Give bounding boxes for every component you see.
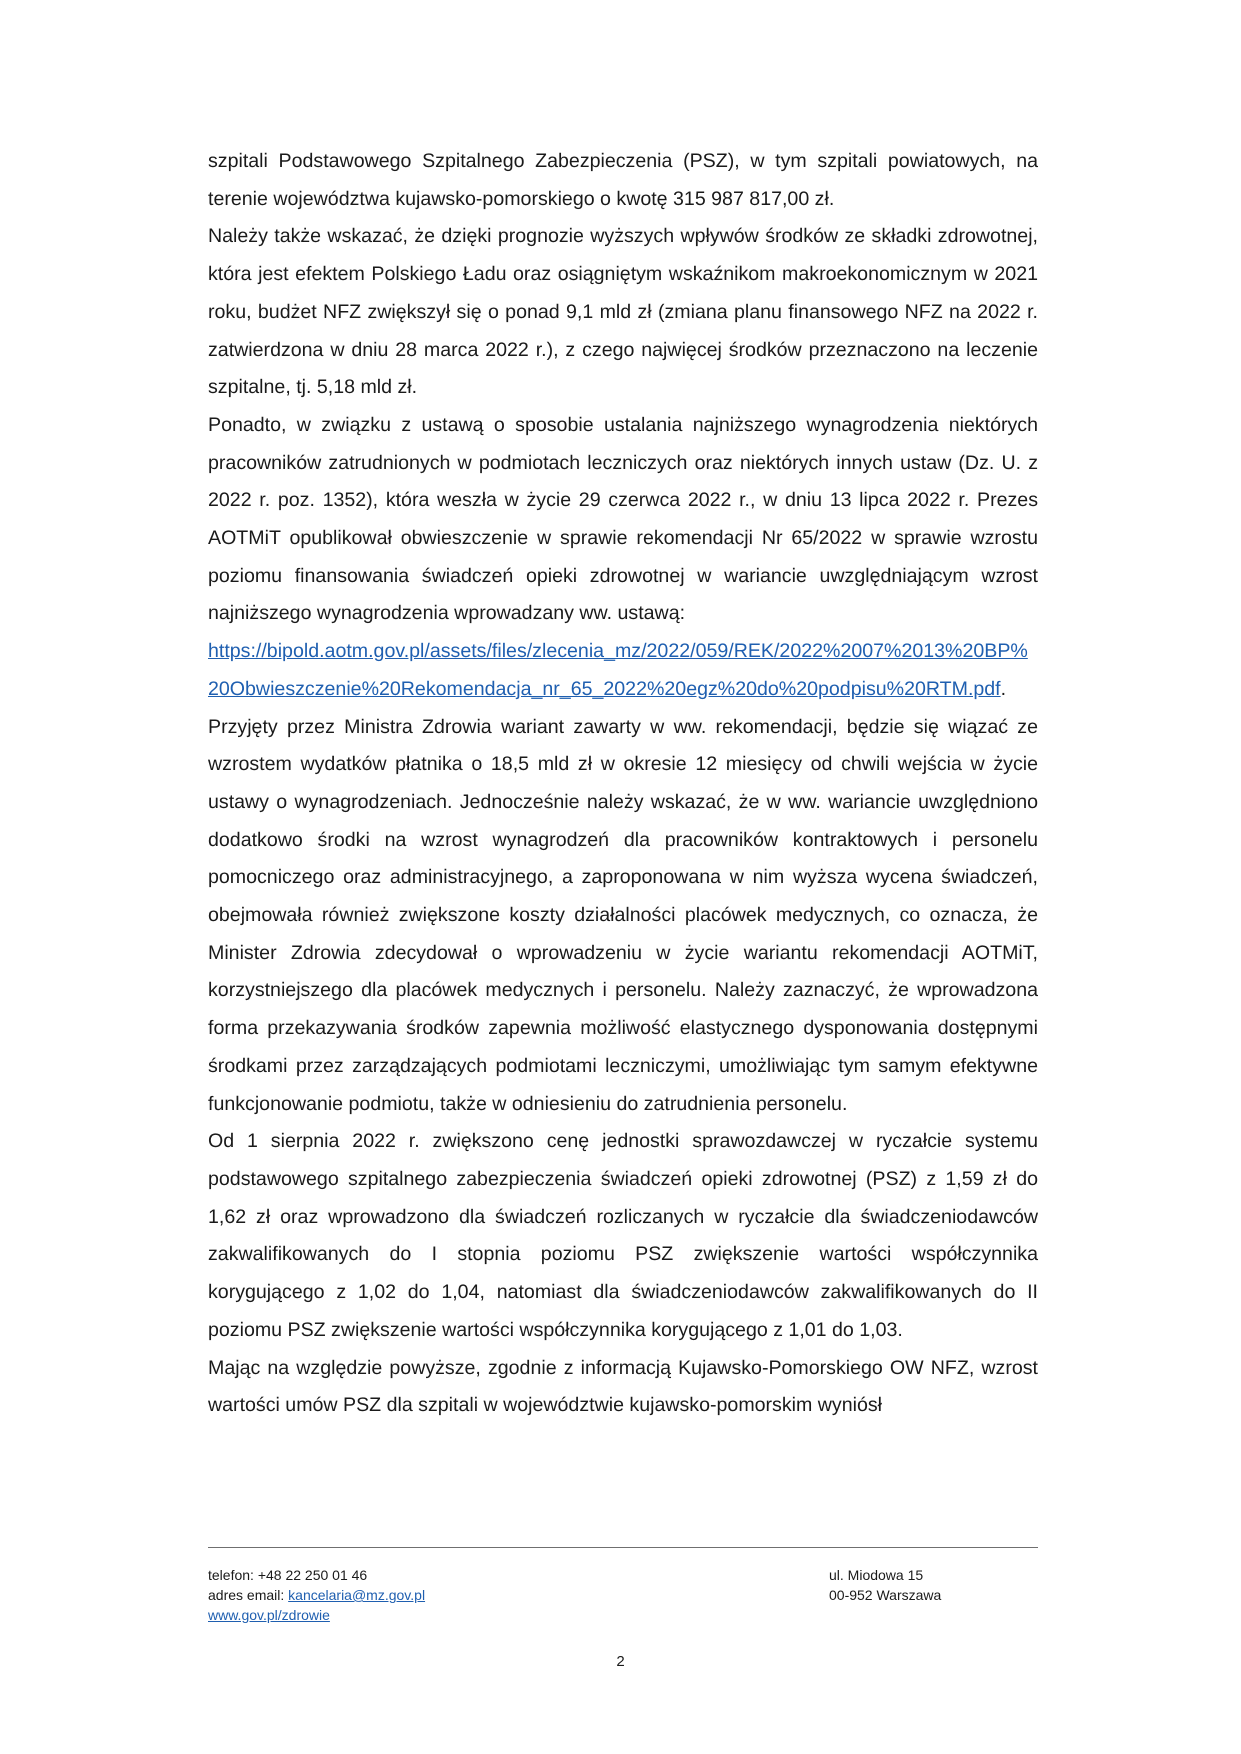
footer-email-label: adres email: [208,1587,289,1603]
footer-divider [208,1547,1038,1548]
aotmit-recommendation-link[interactable]: https://bipold.aotm.gov.pl/assets/files/zlecenia_mz/2022/059/REK/2022%2007%2013%20BP%20Obwieszczenie%20Rekomendacja_nr_65_2022%20egz%20do%20podpisu%20RTM.pdf [208,640,1028,700]
footer-street: ul. Miodowa 15 [829,1567,924,1583]
footer-email-link[interactable]: kancelaria@mz.gov.pl [288,1587,426,1603]
footer-address [829,1565,1039,1605]
footer-city: 00-952 Warszawa [829,1587,942,1603]
footer-email-row [208,1585,708,1605]
link-suffix: . [1000,677,1007,700]
paragraph-minister-variant: Przyjęty przez Ministra Zdrowia wariant zawarty w ww. rekomendacji, będzie się wiązać ze wzrostem wydatków płatnika o 18,5 mld zł w okresie 12 miesięcy od chwili wejścia w życie ustawy o wynagrodzeniach. Jednocześnie należy wskazać, że w ww. wariancie uwzględniono dodatkowo środki na wzrost wynagrodzeń dla pracowników kontraktowych i personelu pomocniczego oraz administracyjnego, a zaproponowana w nim wyższa wycena świadczeń, obejmowała również zwiększone koszty działalności placówek medycznych, co oznacza, że Minister Zdrowia zdecydował o wprowadzeniu w życie wariantu rekomendacji AOTMiT, korzystniejszego dla placówek medycznych i personelu. Należy zaznaczyć, że wprowadzona forma przekazywania środków zapewnia możliwość elastycznego dysponowania dostępnymi środkami przez zarządzających podmiotami leczniczymi, umożliwiając tym samym efektywne funkcjonowanie podmiotu, także w odniesieniu do zatrudnienia personelu. [208,715,1038,1115]
page-number: 2 [616,1653,625,1670]
paragraph-aotmit-recommendation [208,407,1038,709]
paragraph-contract-value: Mając na względzie powyższe, zgodnie z informacją Kujawsko-Pomorskiego OW NFZ, wzrost wartości umów PSZ dla szpitali w województwie kujawsko-pomorskim wyniósł [208,1356,1038,1417]
footer-contact [208,1565,708,1625]
paragraph-psz-amount: szpitali Podstawowego Szpitalnego Zabezpieczenia (PSZ), w tym szpitali powiatowych, na terenie województwa kujawsko-pomorskiego o kwotę 315 987 817,00 zł. [208,150,1038,210]
paragraph-aotmit-text: Ponadto, w związku z ustawą o sposobie ustalania najniższego wynagrodzenia niektórych pracowników zatrudnionych w podmiotach leczniczych oraz niektórych innych ustaw (Dz. U. z 2022 r. poz. 1352), która weszła w życie 29 czerwca 2022 r., w dniu 13 lipca 2022 r. Prezes AOTMiT opublikował obwieszczenie w sprawie rekomendacji Nr 65/2022 w sprawie wzrostu poziomu finansowania świadczeń opieki zdrowotnej w wariancie uwzględniającym wzrost najniższego wynagrodzenia wprowadzany ww. ustawą: [208,413,1038,625]
paragraph-psz-price-increase: Od 1 sierpnia 2022 r. zwiększono cenę jednostki sprawozdawczej w ryczałcie systemu podstawowego szpitalnego zabezpieczenia świadczeń opieki zdrowotnej (PSZ) z 1,59 zł do 1,62 zł oraz wprowadzono dla świadczeń rozliczanych w ryczałcie dla świadczeniodawców zakwalifikowanych do I stopnia poziomu PSZ zwiększenie wartości współczynnika korygującego z 1,02 do 1,04, natomiast dla świadczeniodawców zakwalifikowanych do II poziomu PSZ zwiększenie wartości współczynnika korygującego z 1,01 do 1,03. [208,1130,1038,1341]
footer-website-link[interactable]: www.gov.pl/zdrowie [208,1607,330,1623]
footer-phone: telefon: +48 22 250 01 46 [208,1567,368,1583]
footer-website-row [208,1605,708,1625]
document-body [208,143,1038,1425]
paragraph-nfz-budget: Należy także wskazać, że dzięki prognozie wyższych wpływów środków ze składki zdrowotnej, która jest efektem Polskiego Ładu oraz osiągniętym wskaźnikom makroekonomicznym w 2021 roku, budżet NFZ zwiększył się o ponad 9,1 mld zł (zmiana planu finansowego NFZ na 2022 r. zatwierdzona w dniu 28 marca 2022 r.), z czego najwięcej środków przeznaczono na leczenie szpitalne, tj. 5,18 mld zł. [208,225,1038,399]
